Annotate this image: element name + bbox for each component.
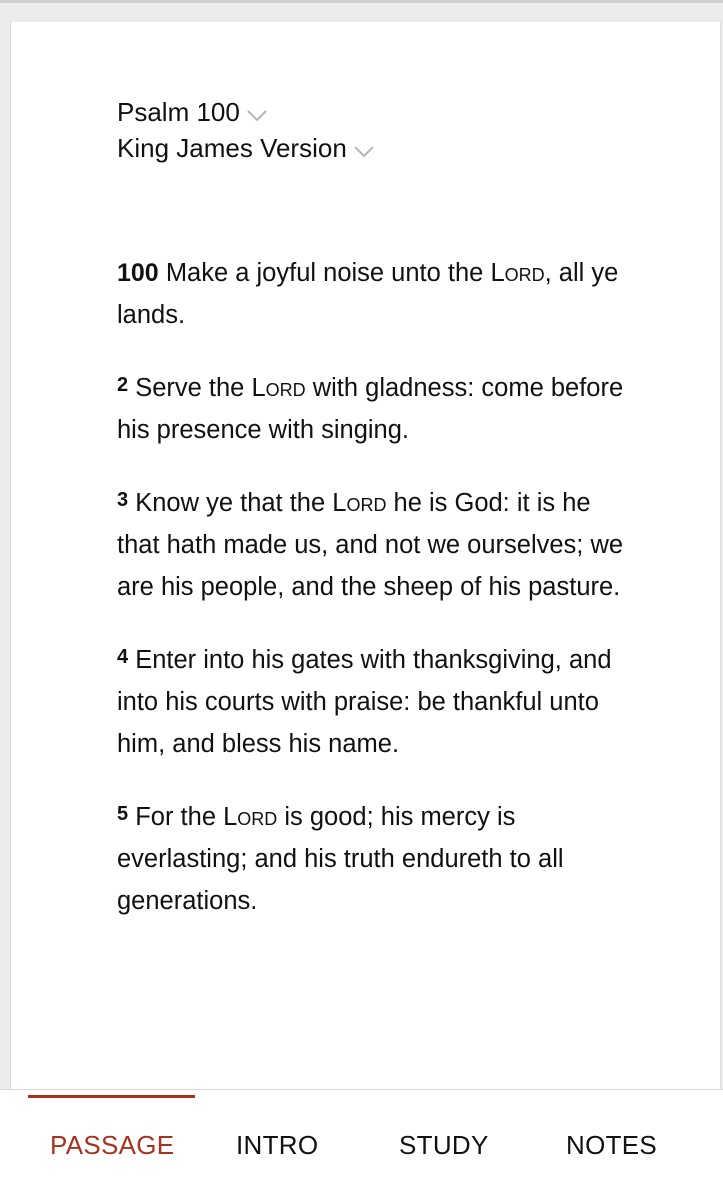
lord-small-caps: Lord [490, 259, 545, 287]
chapter-number: 100 [117, 259, 159, 287]
active-tab-indicator [28, 1095, 195, 1098]
bottom-tab-bar [0, 1089, 723, 1201]
book-selector[interactable] [117, 94, 375, 130]
verse-number: 5 [117, 803, 129, 825]
verse [117, 636, 637, 765]
verse [117, 479, 637, 608]
lord-small-caps: Lord [223, 803, 278, 831]
tab-notes[interactable]: NOTES [566, 1130, 658, 1160]
verse-text: Serve the [135, 374, 252, 402]
verse-text: For the [135, 803, 224, 831]
verse-number: 3 [117, 489, 129, 511]
verse-text: Know ye that the [135, 489, 333, 517]
tab-intro[interactable]: INTRO [236, 1130, 319, 1160]
chevron-down-icon [246, 109, 268, 123]
version-selector[interactable] [117, 130, 375, 166]
passage-text [117, 252, 637, 950]
tab-study[interactable]: STUDY [399, 1130, 489, 1160]
verse-number: 2 [117, 374, 129, 396]
verse-text: he is God: it is he that hath made us, and not we ourselves; we are his people, and the sheep of his pasture. [117, 489, 624, 601]
verse [117, 364, 637, 451]
verse [117, 793, 637, 922]
verse [117, 252, 637, 336]
passage-selectors [117, 94, 375, 166]
verse-text: , all ye lands. [117, 259, 619, 329]
book-selector-label: Psalm 100 [117, 96, 240, 127]
verse-text: is good; his mercy is everlasting; and his truth endureth to all generations. [117, 803, 564, 915]
verse-text: Enter into his gates with thanksgiving, and into his courts with praise: be thankful unto him, and bless his name. [117, 646, 612, 758]
tab-passage[interactable]: PASSAGE [50, 1130, 175, 1160]
verse-text: with gladness: come before his presence with singing. [117, 374, 624, 444]
verse-text: Make a joyful noise unto the [165, 259, 491, 287]
verse-number: 4 [117, 646, 129, 668]
top-divider [0, 0, 723, 3]
version-selector-label: King James Version [117, 132, 347, 163]
lord-small-caps: Lord [251, 374, 306, 402]
passage-card [10, 22, 721, 1089]
lord-small-caps: Lord [332, 489, 387, 517]
chevron-down-icon [353, 145, 375, 159]
